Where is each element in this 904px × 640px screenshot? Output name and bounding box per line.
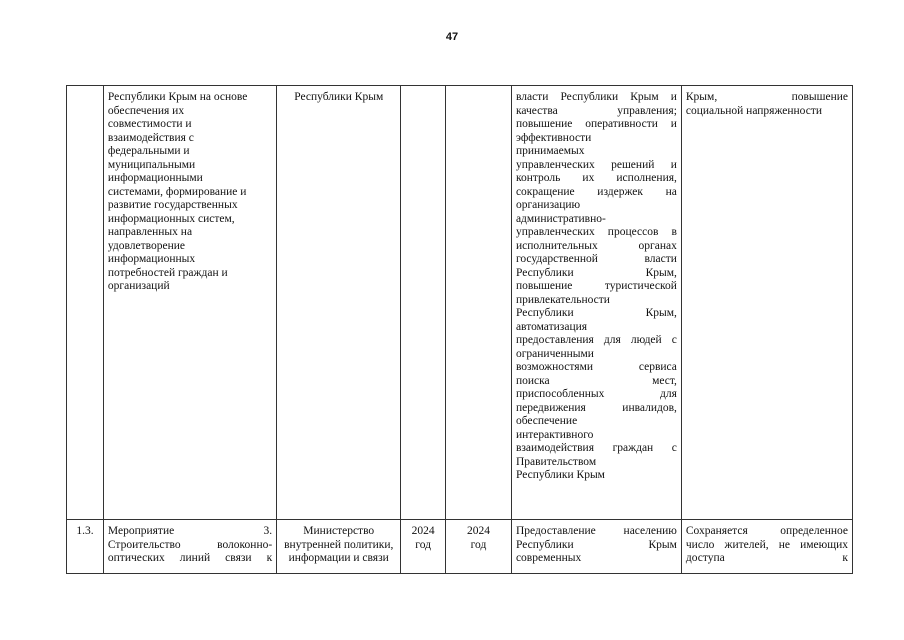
page-number: 47 [445, 31, 459, 43]
start-date-cell [401, 86, 446, 520]
measure-cell: Мероприятие 3. Строительство волоконно- оптических линий связи к [103, 520, 276, 574]
end-date-cell [446, 86, 512, 520]
plan-table [66, 85, 853, 574]
end-date-cell: 2024 год [446, 520, 512, 574]
result-cell: Предоставление населению Республики Крым современных [511, 520, 681, 574]
result-cell: власти Республики Крым и качества управления; повышение оперативности и эффективности принимаемых управленческих решений и контроль их исполнения, сокращение издержек на организацию административно- управленческих процессов в исполнительных органах государственной власти Республики Крым, повышение туристической привлекательности Республики Крым, автоматизация предоставления для людей с ограниченными возможностями сервиса поиска мест, приспособленных для передвижения инвалидов, обеспечение интерактивного взаимодействия граждан с Правительством Республики Крым [511, 86, 681, 520]
executor-cell: Министерство внутренней политики, информации и связи [277, 520, 401, 574]
start-date-cell: 2024 год [401, 520, 446, 574]
measure-cell: Республики Крым на основе обеспечения их совместимости и взаимодействия с федеральными и муниципальными информационными системами, формирование и развитие государственных информационных систем, направленных на удовлетворение информационных потребностей граждан и организаций [103, 86, 276, 520]
consequence-cell: Крым, повышение социальной напряженности [681, 86, 852, 520]
executor-cell: Республики Крым [277, 86, 401, 520]
row-number-cell: 1.3. [67, 520, 104, 574]
row-number-cell [67, 86, 104, 520]
table-row [67, 86, 853, 520]
consequence-cell: Сохраняется определенное число жителей, не имеющих доступа к [681, 520, 852, 574]
table-row [67, 520, 853, 574]
